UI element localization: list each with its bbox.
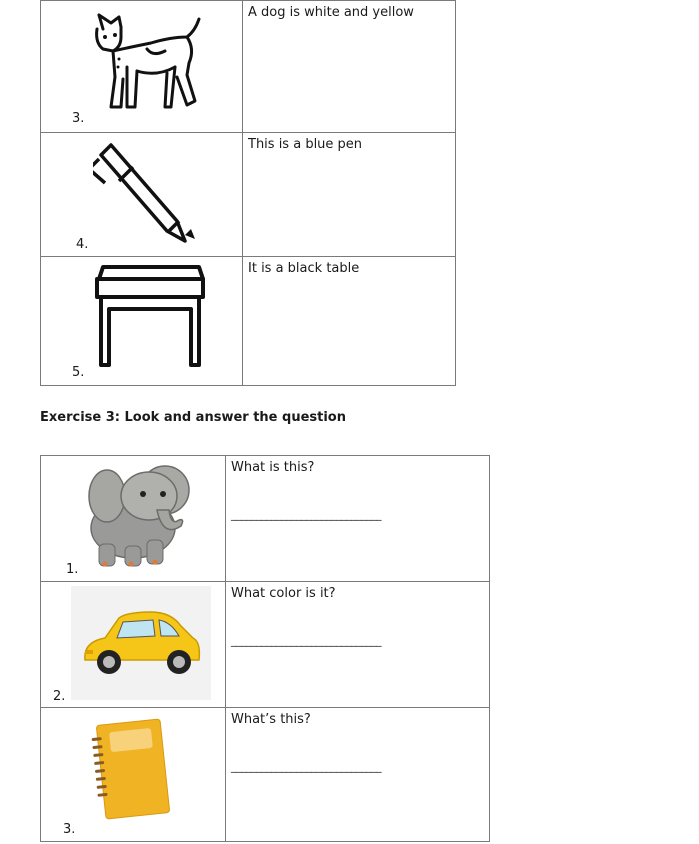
question-table bbox=[40, 455, 490, 842]
sentence-text: A dog is white and yellow bbox=[248, 5, 414, 20]
table-row bbox=[41, 708, 490, 842]
text-cell bbox=[243, 1, 456, 133]
pen-icon bbox=[93, 137, 203, 247]
table-row bbox=[41, 133, 456, 257]
image-cell bbox=[41, 133, 243, 257]
row-number: 3. bbox=[72, 111, 85, 126]
question-cell bbox=[226, 582, 490, 708]
table-row bbox=[41, 582, 490, 708]
image-cell bbox=[41, 257, 243, 386]
elephant-icon bbox=[85, 460, 197, 570]
row-number: 2. bbox=[53, 689, 66, 704]
notebook-icon bbox=[91, 716, 175, 822]
text-cell bbox=[243, 133, 456, 257]
answer-line[interactable]: ______________________________ bbox=[231, 634, 381, 647]
exercise-title: Exercise 3: Look and answer the question bbox=[40, 410, 346, 425]
question-cell bbox=[226, 456, 490, 582]
image-cell bbox=[41, 708, 226, 842]
row-number: 1. bbox=[66, 562, 79, 577]
answer-line[interactable]: ______________________________ bbox=[231, 760, 381, 773]
question-text: What is this? bbox=[231, 460, 315, 475]
question-cell bbox=[226, 708, 490, 842]
row-number: 3. bbox=[63, 822, 76, 837]
table-row bbox=[41, 456, 490, 582]
question-text: What color is it? bbox=[231, 586, 336, 601]
car-icon bbox=[71, 586, 211, 700]
image-cell bbox=[41, 456, 226, 582]
table-row bbox=[41, 257, 456, 386]
row-number: 4. bbox=[76, 237, 89, 252]
table-icon bbox=[95, 265, 205, 367]
dog-icon bbox=[91, 7, 203, 113]
sentence-text: This is a blue pen bbox=[248, 137, 363, 152]
image-cell bbox=[41, 582, 226, 708]
row-number: 5. bbox=[72, 365, 85, 380]
answer-line[interactable]: ______________________________ bbox=[231, 508, 381, 521]
question-text: What’s this? bbox=[231, 712, 311, 727]
text-cell bbox=[243, 257, 456, 386]
matching-table bbox=[40, 0, 456, 386]
table-row bbox=[41, 1, 456, 133]
image-cell bbox=[41, 1, 243, 133]
sentence-text: It is a black table bbox=[248, 261, 360, 276]
